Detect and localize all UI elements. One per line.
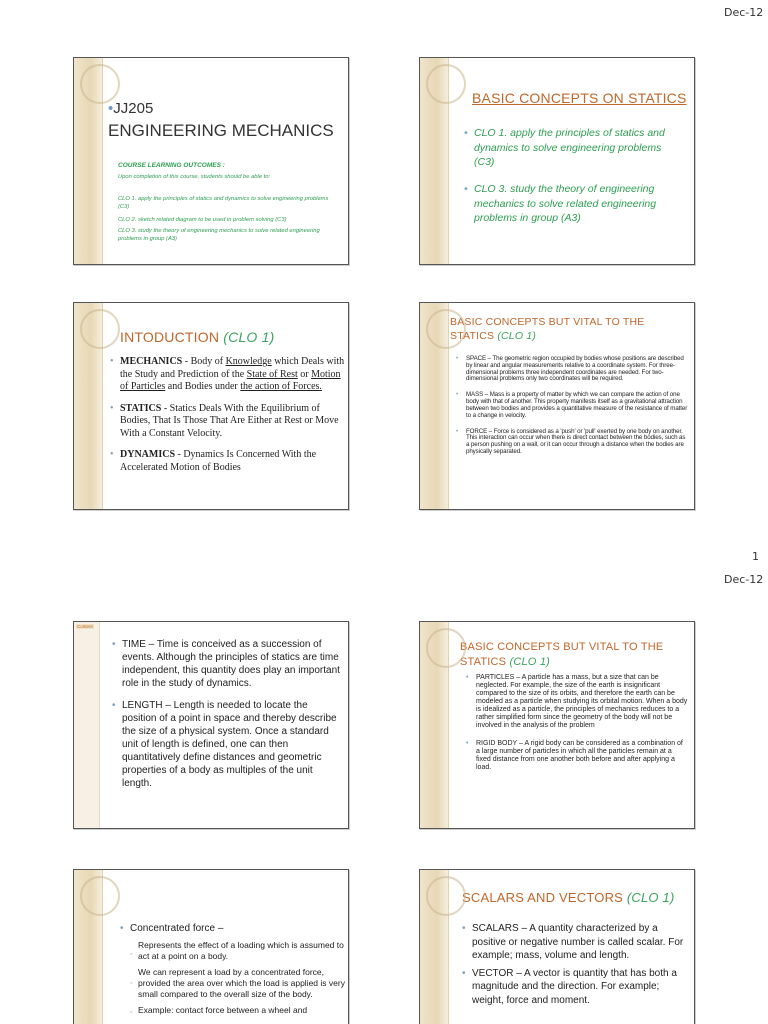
bullet-dot: •	[108, 100, 114, 117]
text-knowledge: Knowledge	[225, 356, 272, 367]
list-item: • SCALARS – A quantity characterized by a positive or negative number is called scalar. For example; mass, volume and length.	[462, 922, 688, 963]
slide-title-clo: (CLO 1)	[497, 330, 537, 343]
slide-1	[73, 57, 349, 265]
course-code: JJ205	[113, 100, 154, 117]
slide-title: BASIC CONCEPTS ON STATICS	[472, 90, 687, 106]
text-state-of-rest: State of Rest	[246, 368, 298, 380]
text-span: - Body of	[182, 356, 226, 367]
clo2-text: CLO 2. sketch related diagram to be used in problem solving (C3)	[118, 217, 287, 223]
text-span: and Bodies under	[165, 381, 241, 392]
list-item: • RIGID BODY – A rigid body can be considered as a combination of a large number of particles in which all the particles remain at a fixed distance from one another both before and after applying a load.	[466, 740, 688, 772]
slide-title-text: SCALARS AND VECTORS	[462, 890, 624, 905]
slide-title	[120, 329, 274, 345]
list-item: • Concentrated force –	[120, 923, 345, 934]
term-statics: STATICS	[120, 402, 162, 414]
slide-5	[73, 621, 349, 829]
slide-title-clo: (CLO 1)	[509, 656, 551, 669]
text-motion: Motion of Particles	[120, 368, 341, 392]
slide-3	[73, 302, 349, 510]
list-item	[110, 356, 346, 394]
slide-2	[419, 57, 695, 265]
slide-title-text: BASIC CONCEPTS BUT VITAL TO THE STATICS	[460, 641, 664, 669]
text-span: - Dynamics Is Concerned With the Accelerated Motion of Bodies	[120, 449, 317, 473]
sub-list-item: Represents the effect of a loading which is assumed to act at a point on a body.	[138, 940, 344, 962]
term-mechanics: MECHANICS	[120, 356, 183, 367]
list-item: • CLO 1. apply the principles of statics and dynamics to solve engineering problems (C3)	[464, 126, 684, 170]
list-item: • LENGTH – Length is needed to locate the position of a point in space and thereby describe the size of a physical system. Once a standard unit of length is defined, one can then quantitatively define distances and geometric properties of a body as multiples of the unit length.	[112, 699, 340, 790]
slide-6	[419, 621, 695, 829]
slide-title	[462, 890, 675, 905]
page-number: 1	[752, 550, 759, 563]
slide-title	[460, 640, 690, 671]
slide-title-text: BASIC CONCEPTS BUT VITAL TO THE STATICS	[450, 316, 645, 343]
slide-title-clo: (CLO 1)	[626, 890, 675, 905]
text-span: or	[297, 368, 312, 380]
slide-8	[419, 869, 695, 1024]
clo3-text: CLO 3. study the theory of engineering mechanics to solve related engineering problems in group (A3)	[118, 228, 320, 242]
course-title: ENGINEERING MECHANICS	[108, 121, 334, 140]
term-dynamics: DYNAMICS	[120, 449, 175, 460]
slide-7: • Concentrated force – Represents the effect of a loading which is assumed to act at a point on a body. We can represent a load by a concentrated force, provided the area over which the load is applied is very small compared to the overall size of the body. Example: contact force between a wheel and ◦ ◦ ◦	[73, 869, 349, 1024]
clo-intro: Upon completion of this course, students should be able to:	[118, 174, 271, 180]
date-mid: Dec-12	[724, 573, 764, 586]
list-item: • SPACE – The geometric region occupied by bodies whose positions are described by linear and angular measurements relative to a coordinate system. For three-dimensional problems three independent coordinates are needed. For two-dimensional problems only two coordinates will be required.	[456, 356, 688, 383]
text-span: which Deals with the Study and Prediction of the	[120, 356, 345, 380]
slide-title-text: INTODUCTION	[120, 329, 220, 345]
list-item	[110, 403, 346, 441]
slide-title	[450, 315, 686, 343]
sub-list-item: We can represent a load by a concentrated force, provided the area over which the load is applied is very small compared to the overall size of the body.	[138, 967, 345, 1000]
text-forces: the action of Forces.	[240, 381, 322, 392]
list-item: • PARTICLES – A particle has a mass, but a size that can be neglected. For example, the size of the earth is insignificant compared to the size of its orbits, and therefore the earth can be modeled as a particle when studying its orbital motion. When a body is idealized as a particle, the principles of mechanics reduces to a rather simplified form since the geometry of the body will not be involved in the analysis of the problem	[466, 674, 688, 730]
list-item: • FORCE – Force is considered as a 'push' or 'pull' exerted by one body on another. This interaction can occur when there is direct contact between the bodies, such as a person pushing on a wall, or it can occur through a distance when the bodies are physically separated.	[456, 429, 688, 456]
date-top: Dec-12	[724, 6, 764, 19]
left-band	[74, 622, 100, 828]
list-item	[110, 449, 346, 474]
list-item: • CLO 3. study the theory of engineering mechanics to solve related engineering problems in group (A3)	[464, 182, 684, 226]
list-item: • VECTOR – A vector is quantity that has both a magnitude and the direction. For example; weight, force and moment.	[462, 967, 688, 1008]
list-item: • MASS – Mass is a property of matter by which we can compare the action of one body with that of another. This property manifests itself as a gravitational attraction between two bodies and provides a quantitative measure of the resistance of matter to a change in velocity.	[456, 392, 688, 419]
slide-4	[419, 302, 695, 510]
clo1-text: CLO 1. apply the principles of statics and dynamics to solve engineering problems (C3)	[118, 196, 329, 210]
list-item: • TIME – Time is conceived as a succession of events. Although the principles of statics are time independent, this quantity does play an important role in the study of dynamics.	[112, 638, 340, 690]
clo-heading: COURSE LEARNING OUTCOMES :	[118, 162, 225, 169]
corner-label: Content	[77, 624, 93, 629]
slide-title-clo: (CLO 1)	[223, 329, 275, 345]
text-span: - Statics Deals With the Equilibrium of Bodies, That Is Those That Are Either at Rest or Move With a Constant Velocity.	[120, 402, 339, 439]
sub-list-item: Example: contact force between a wheel and	[138, 1005, 308, 1016]
